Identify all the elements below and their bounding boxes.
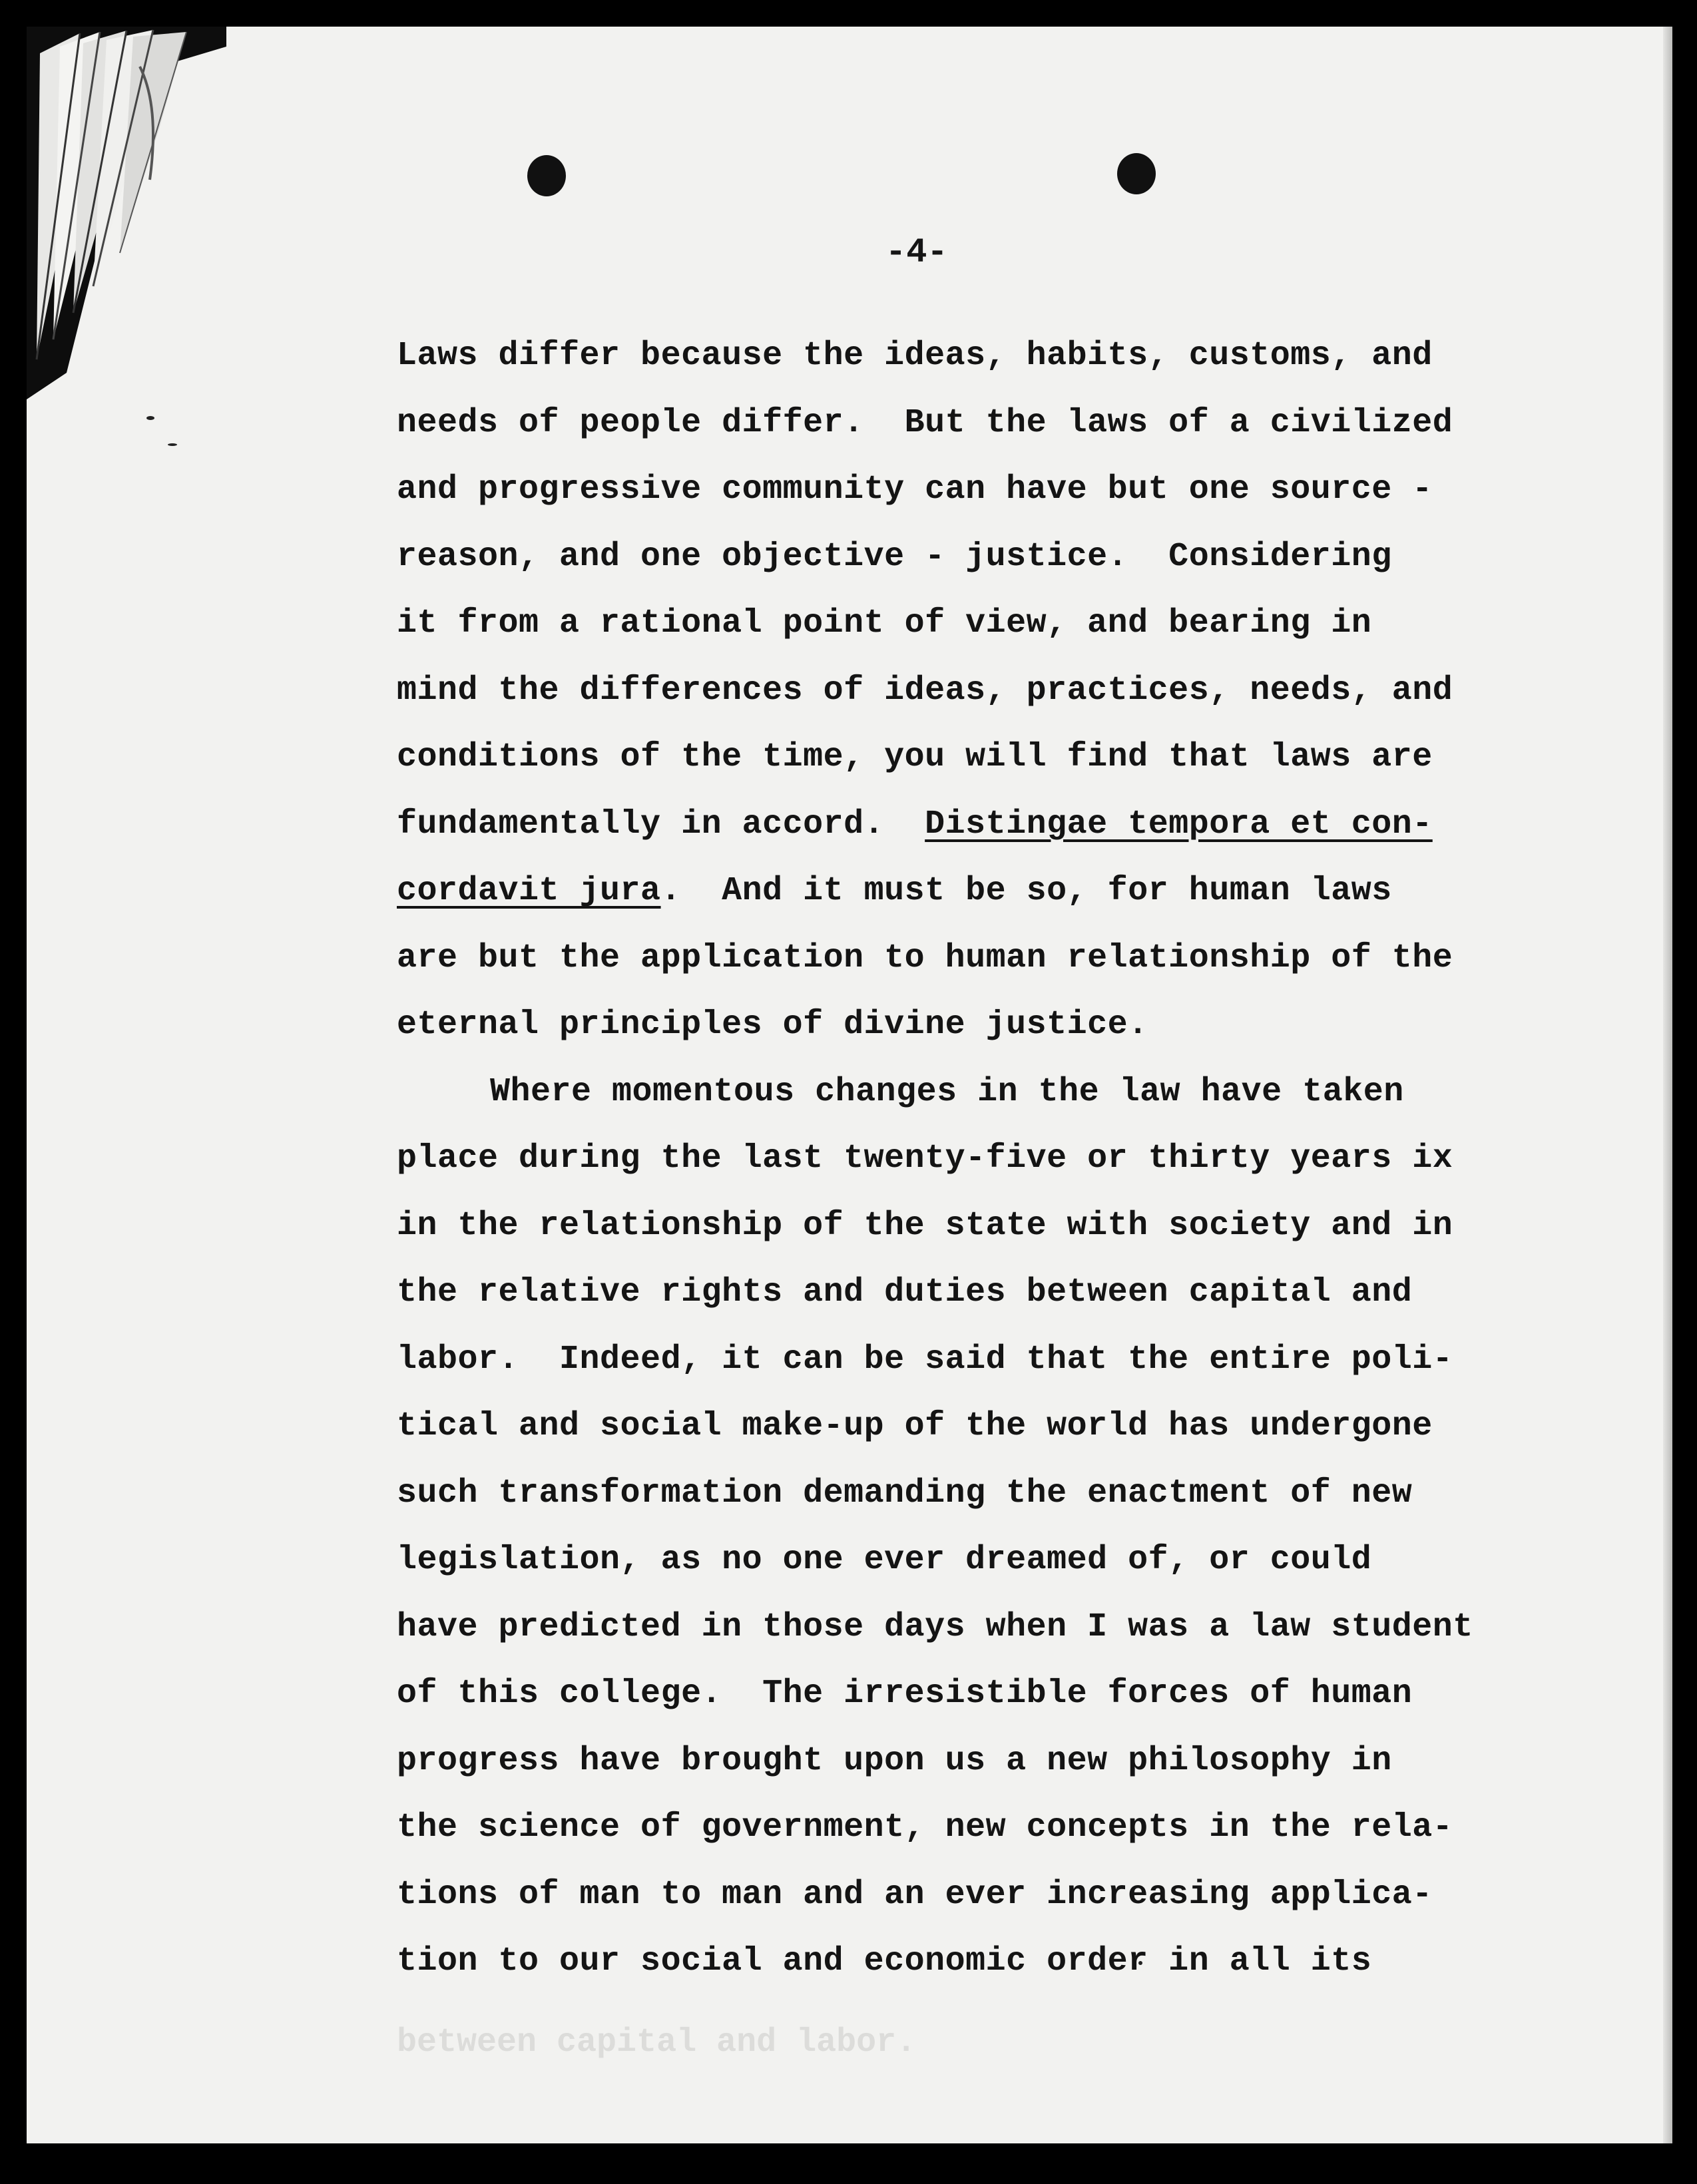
- text-line: tion to our social and economic order in all its: [397, 1942, 1372, 1980]
- text-line: tical and social make-up of the world has undergone: [397, 1407, 1433, 1445]
- text-line: the science of government, new concepts in the rela-: [397, 1809, 1453, 1847]
- text-line: Where momentous changes in the law have taken: [490, 1072, 1404, 1111]
- text-line: in the relationship of the state with society and in: [397, 1206, 1453, 1245]
- text-line: of this college. The irresistible forces of human: [397, 1675, 1413, 1713]
- text-line: Laws differ because the ideas, habits, customs, and: [397, 337, 1433, 375]
- stacked-pages-corner: [27, 27, 226, 399]
- text-line: tions of man to man and an ever increasing applica-: [397, 1875, 1433, 1914]
- text-line: are but the application to human relationship of the: [397, 939, 1453, 977]
- latin-phrase: Distingae tempora et con-: [925, 805, 1433, 843]
- latin-phrase: cordavit jura: [397, 872, 661, 910]
- text-line: progress have brought upon us a new philosophy in: [397, 1741, 1392, 1780]
- text-segment: fundamentally in accord.: [397, 805, 925, 843]
- text-line: and progressive community can have but one source -: [397, 471, 1433, 509]
- page-edge: [1663, 27, 1672, 2143]
- punch-hole-right: [1117, 153, 1156, 194]
- ink-speck: [168, 443, 177, 446]
- punch-hole-left: [527, 155, 566, 196]
- text-line: legislation, as no one ever dreamed of, or could: [397, 1541, 1372, 1579]
- bleed-through-text: between capital and labor.: [397, 2024, 917, 2062]
- text-segment: . And it must be so, for human laws: [660, 872, 1392, 910]
- page-number: -4-: [885, 233, 948, 272]
- text-line: [397, 858, 1662, 925]
- text-line: place during the last twenty-five or thirty years ix: [397, 1140, 1453, 1178]
- text-line: conditions of the time, you will find that laws are: [397, 738, 1433, 776]
- text-line: it from a rational point of view, and bearing in: [397, 604, 1372, 642]
- ink-speck: [146, 416, 154, 420]
- text-line: mind the differences of ideas, practices, needs, and: [397, 671, 1453, 710]
- text-line: needs of people differ. But the laws of a civilized: [397, 403, 1453, 442]
- text-line: eternal principles of divine justice.: [397, 1006, 1148, 1044]
- text-line: such transformation demanding the enactment of new: [397, 1474, 1413, 1512]
- document-page: [27, 27, 1672, 2143]
- text-line: the relative rights and duties between capital and: [397, 1273, 1413, 1311]
- text-line: have predicted in those days when I was a law student: [397, 1608, 1473, 1646]
- text-line: reason, and one objective - justice. Considering: [397, 537, 1392, 576]
- body-text: [397, 323, 1662, 1996]
- text-line: labor. Indeed, it can be said that the entire poli-: [397, 1340, 1453, 1379]
- text-line: [397, 791, 1662, 859]
